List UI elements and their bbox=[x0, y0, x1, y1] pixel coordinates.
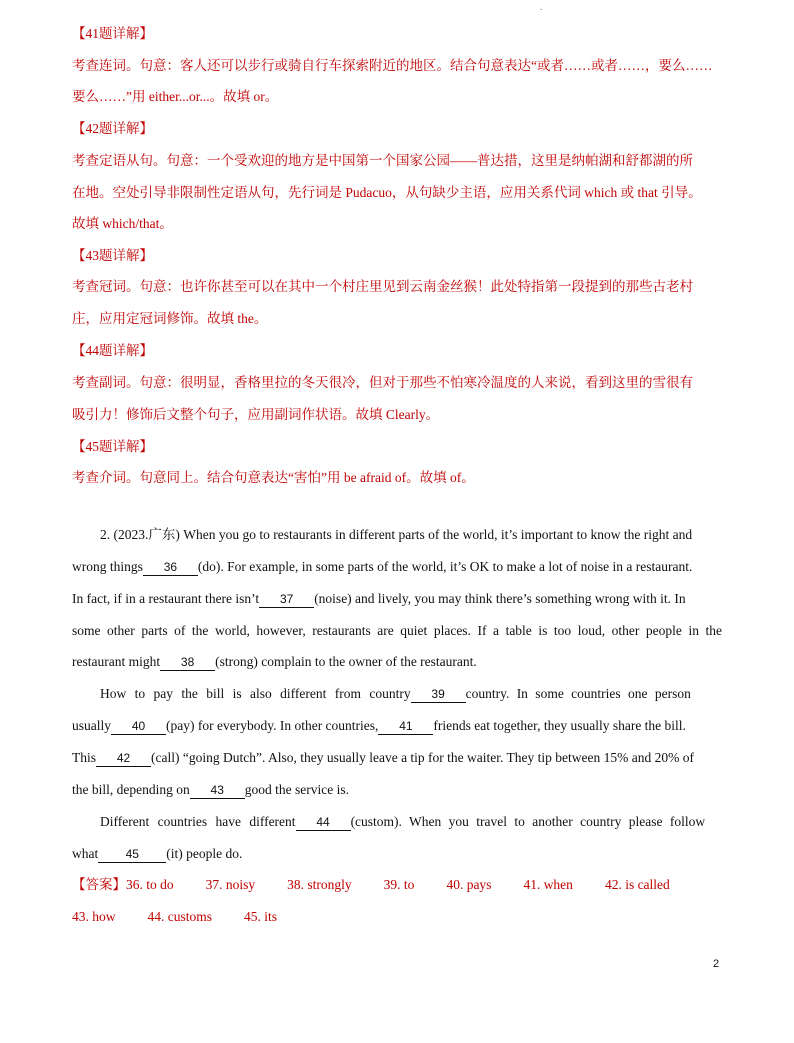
answer-37: 37. noisy bbox=[205, 877, 256, 892]
blank-40: 40 bbox=[111, 719, 166, 735]
passage-text: (do). For example, in some parts of the world, it’s OK to make a lot of noise in a restaurant. bbox=[197, 559, 693, 574]
explanation-text-42-line3: 故填 which/that。 bbox=[72, 216, 173, 231]
passage-text: How to pay the bill is also different from country bbox=[100, 686, 411, 701]
answer-38: 38. strongly bbox=[287, 877, 352, 892]
answer-label: 【答案】 bbox=[72, 877, 126, 892]
page-number: 2 bbox=[713, 958, 720, 970]
explanation-text-43-line2: 庄，应用定冠词修饰。故填 the。 bbox=[72, 311, 268, 326]
answer-39: 39. to bbox=[383, 877, 415, 892]
explanation-text-42-line1: 考查定语从句。句意：一个受欢迎的地方是中国第一个国家公园——普达措，这里是纳帕湖和舒都湖的所 bbox=[72, 153, 693, 168]
passage-text: wrong things bbox=[72, 559, 143, 574]
explanation-text-44-line2: 吸引力！修饰后文整个句子，应用副词作状语。故填 Clearly。 bbox=[72, 407, 440, 422]
explanation-heading-43: 【43题详解】 bbox=[72, 248, 153, 263]
explanation-heading-42: 【42题详解】 bbox=[72, 121, 153, 136]
passage-text: friends eat together, they usually share the bill. bbox=[433, 718, 686, 733]
answer-40: 40. pays bbox=[446, 877, 492, 892]
explanation-text-45-line1: 考查介词。句意同上。结合句意表达“害怕”用 be afraid of。故填 of。 bbox=[72, 470, 475, 485]
explanation-heading-45: 【45题详解】 bbox=[72, 439, 153, 454]
passage-line bbox=[100, 525, 722, 545]
blank-42: 42 bbox=[96, 751, 151, 767]
passage-line bbox=[100, 812, 722, 832]
passage-line bbox=[72, 652, 722, 672]
explanation-text-41-line1: 考查连词。句意：客人还可以步行或骑自行车探索附近的地区。结合句意表达“或者……或者……，要么…… bbox=[72, 58, 713, 73]
passage-line bbox=[100, 684, 722, 704]
passage-text: country. In some countries one person bbox=[465, 686, 691, 701]
passage-text: (strong) complain to the owner of the restaurant. bbox=[215, 654, 477, 669]
passage-text: (call) “going Dutch”. Also, they usually leave a tip for the waiter. They tip between 15% and 20% of bbox=[151, 750, 694, 765]
passage-text: 2. (2023.广东) When you go to restaurants in different parts of the world, it’s important to know the right and bbox=[100, 527, 693, 542]
passage-line bbox=[72, 589, 722, 609]
passage-text: (noise) and lively, you may think there’s something wrong with it. In bbox=[314, 591, 686, 606]
passage-text: This bbox=[72, 750, 97, 765]
passage-text: what bbox=[72, 846, 99, 861]
answer-45: 45. its bbox=[244, 909, 278, 924]
blank-39: 39 bbox=[411, 687, 466, 703]
passage-text: In fact, if in a restaurant there isn’t bbox=[72, 591, 260, 606]
blank-37: 37 bbox=[259, 592, 314, 608]
answer-44: 44. customs bbox=[147, 909, 213, 924]
passage-text: some other parts of the world, however, restaurants are quiet places. If a table is too loud, other people in the bbox=[72, 623, 722, 638]
passage-text: the bill, depending on bbox=[72, 782, 190, 797]
explanation-text-41-line2: 要么……”用 either...or...。故填 or。 bbox=[72, 89, 279, 104]
answer-line-1 bbox=[72, 875, 722, 895]
passage-text: (custom). When you travel to another country please follow bbox=[350, 814, 706, 829]
passage-line bbox=[72, 780, 722, 800]
blank-45: 45 bbox=[98, 847, 166, 863]
explanation-text-44-line1: 考查副词。句意：很明显，香格里拉的冬天很冷，但对于那些不怕寒冷温度的人来说，看到这里的雪很有 bbox=[72, 375, 693, 390]
explanation-text-43-line1: 考查冠词。句意：也许你甚至可以在其中一个村庄里见到云南金丝猴！此处特指第一段提到的那些古老村 bbox=[72, 279, 693, 294]
answer-43: 43. how bbox=[72, 909, 116, 924]
answer-line-2 bbox=[72, 907, 722, 927]
answer-36: 36. to do bbox=[126, 877, 174, 892]
passage-line bbox=[72, 716, 722, 736]
passage-text: usually bbox=[72, 718, 111, 733]
explanation-heading-44: 【44题详解】 bbox=[72, 343, 153, 358]
explanation-heading-41: 【41题详解】 bbox=[72, 26, 153, 41]
explanation-text-42-line2: 在地。空处引导非限制性定语从句，先行词是 Pudacuo，从句缺少主语，应用关系代词 which 或 that 引导。 bbox=[72, 185, 702, 200]
passage-line bbox=[72, 844, 722, 864]
blank-43: 43 bbox=[190, 783, 245, 799]
passage-text: Different countries have different bbox=[100, 814, 296, 829]
blank-36: 36 bbox=[143, 560, 198, 576]
top-mark: . bbox=[540, 2, 543, 12]
passage-line bbox=[72, 557, 722, 577]
passage-line bbox=[72, 748, 722, 768]
blank-44: 44 bbox=[296, 815, 351, 831]
passage-text: restaurant might bbox=[72, 654, 161, 669]
passage-text: (pay) for everybody. In other countries, bbox=[166, 718, 379, 733]
passage-line bbox=[72, 621, 722, 641]
blank-41: 41 bbox=[378, 719, 433, 735]
passage-text: (it) people do. bbox=[166, 846, 243, 861]
blank-38: 38 bbox=[160, 655, 215, 671]
answer-42: 42. is called bbox=[604, 877, 670, 892]
passage-text: good the service is. bbox=[244, 782, 349, 797]
answer-41: 41. when bbox=[523, 877, 573, 892]
